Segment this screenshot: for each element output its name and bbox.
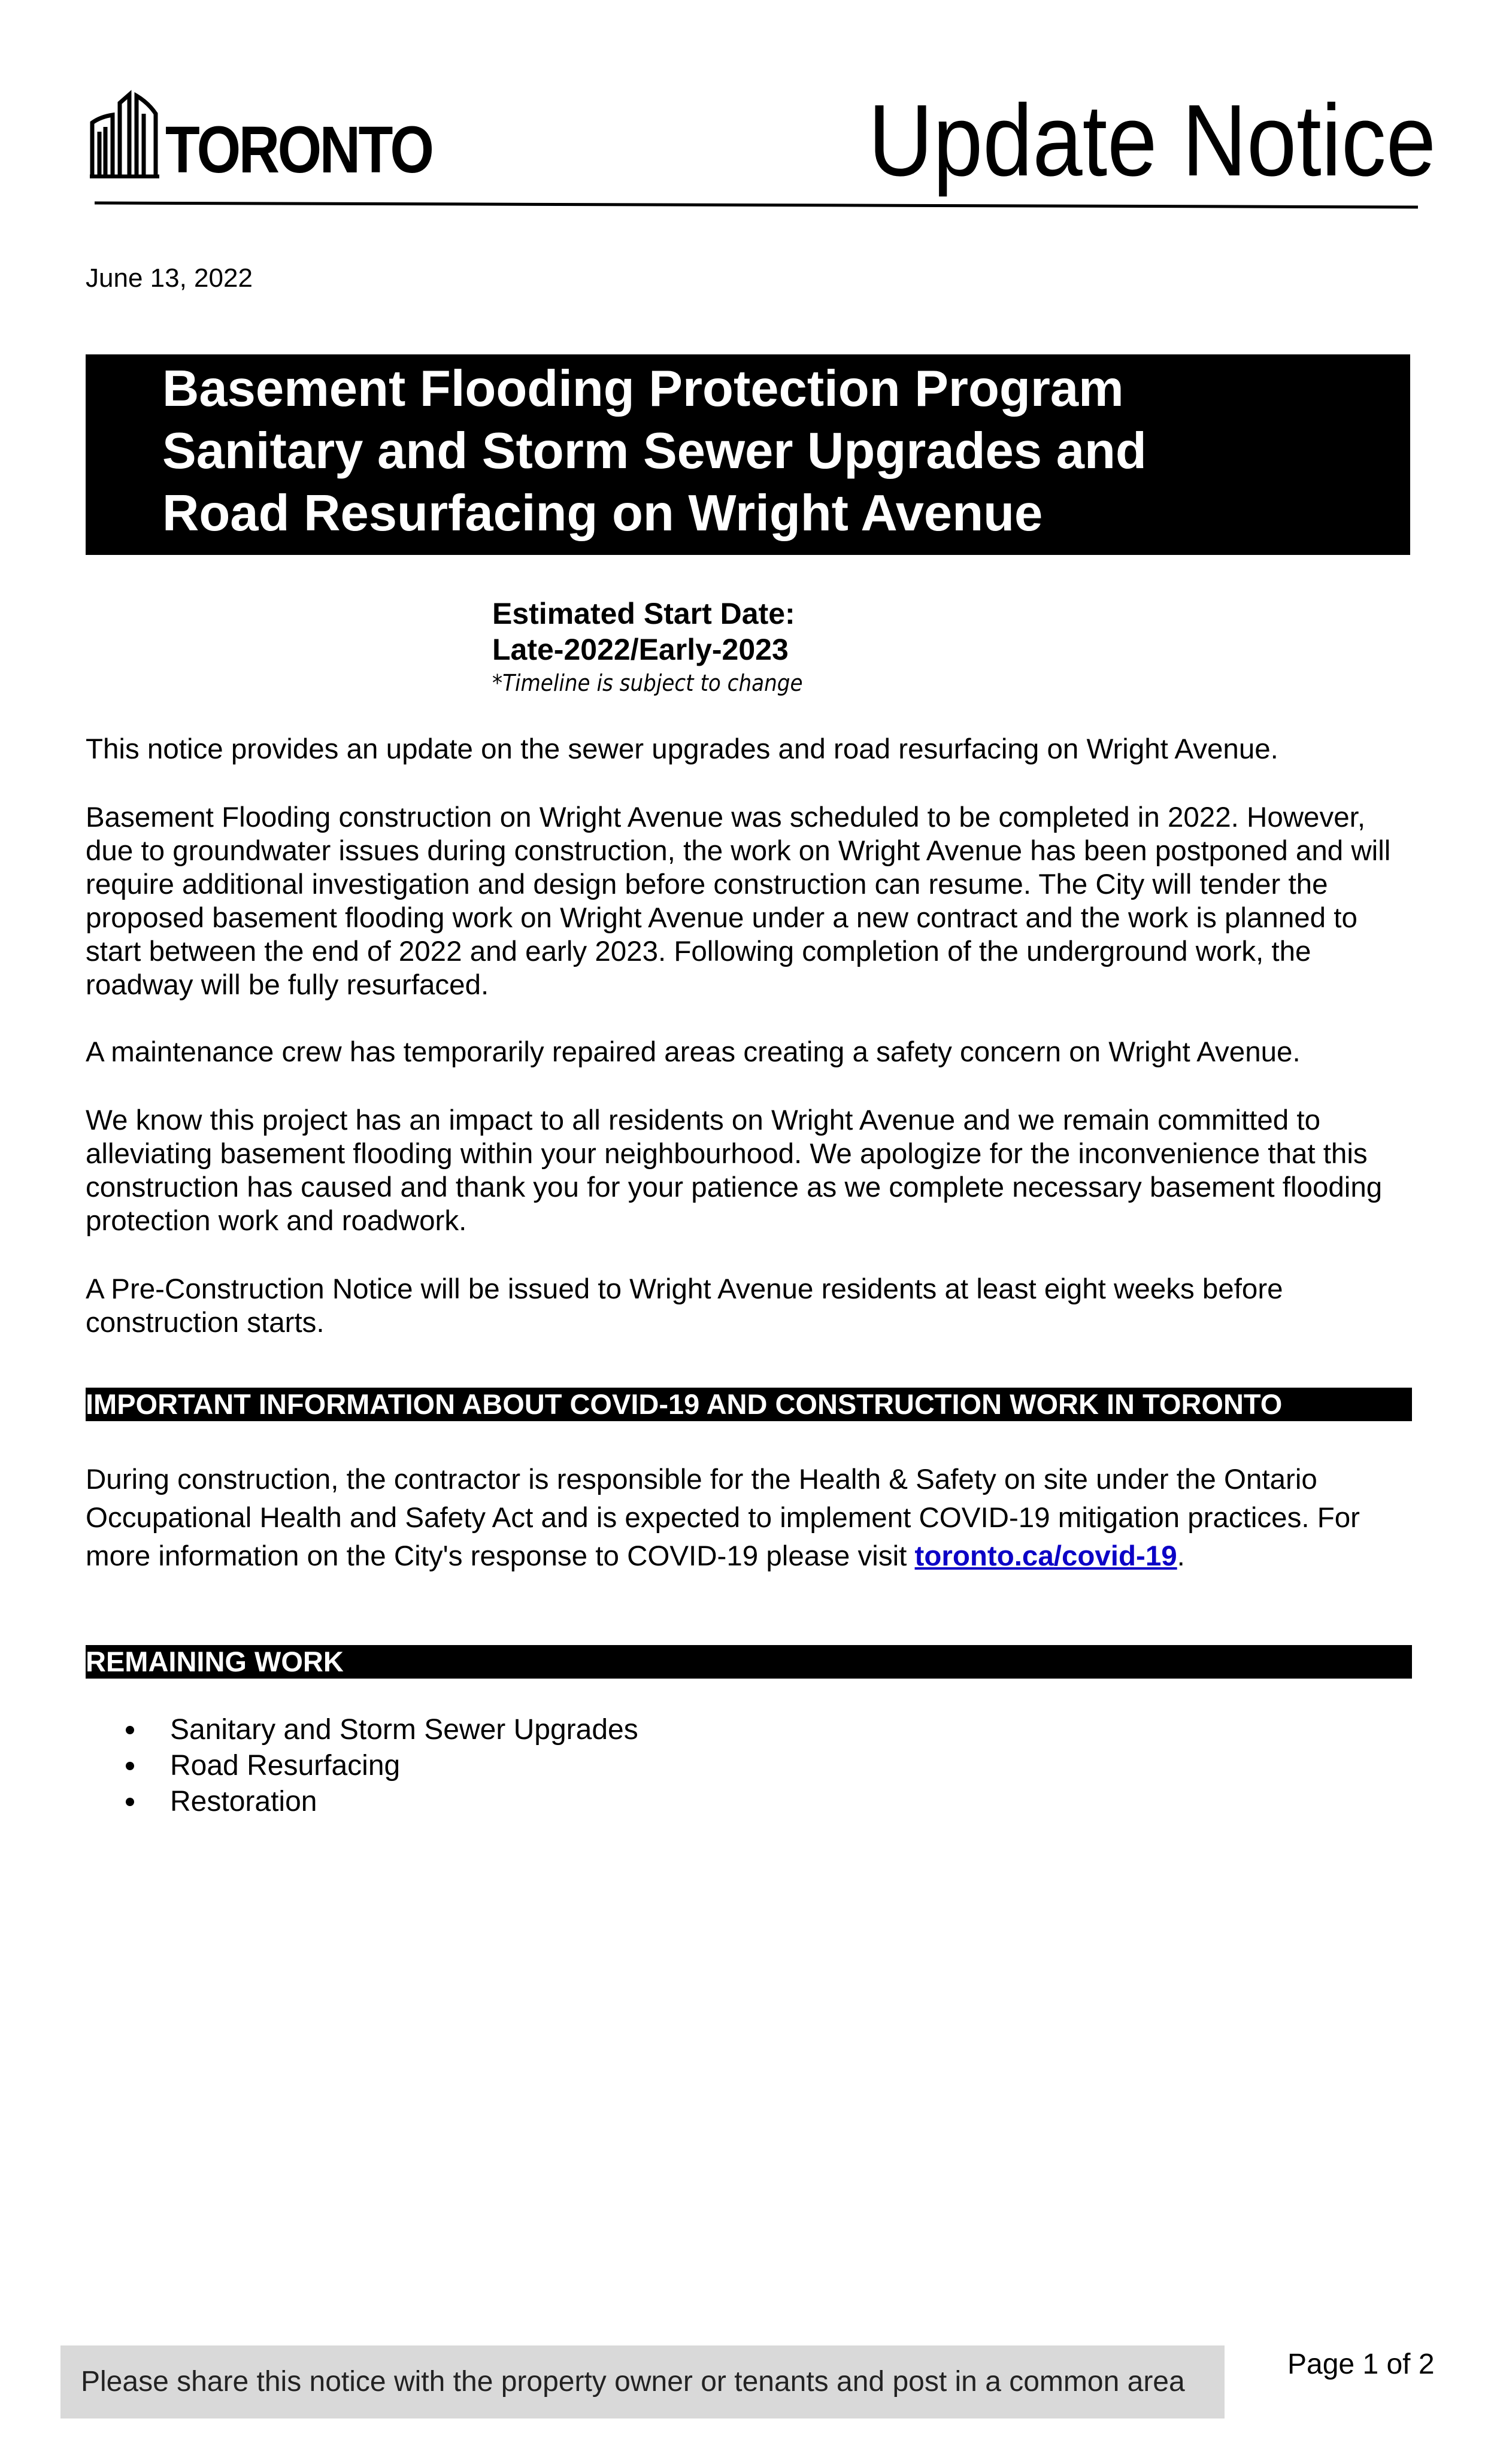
logo-wordmark: TORONTO: [165, 113, 432, 187]
paragraph-preconstruction: A Pre-Construction Notice will be issued to Wright Avenue residents at least eight weeks before construction starts.: [86, 1273, 1283, 1339]
notice-title: Update Notice: [868, 84, 1437, 198]
header-divider: [95, 202, 1418, 209]
list-item-text: Restoration: [170, 1786, 317, 1817]
list-item-text: Sanitary and Storm Sewer Upgrades: [170, 1714, 638, 1746]
bullet-icon: [126, 1726, 134, 1734]
covid-paragraph: [86, 1461, 1412, 1576]
remaining-work-list: [126, 1712, 638, 1820]
city-hall-icon: [89, 90, 160, 178]
start-date-label: Estimated Start Date:: [492, 597, 795, 630]
start-date-value: Late-2022/Early-2023: [492, 633, 789, 666]
paragraph-maintenance: A maintenance crew has temporarily repaired areas creating a safety concern on Wright Avenue.: [86, 1036, 1301, 1068]
remaining-work-heading: REMAINING WORK: [86, 1645, 1412, 1679]
paragraph-postponed: Basement Flooding construction on Wright Avenue was scheduled to be completed in 2022. However, due to groundwater issues during construction, the work on Wright Avenue has been postponed and will require additional investigation and design before construction can resume. The City will tender the proposed basement flooding work on Wright Avenue under a new contract and the work is planned to start between the end of 2022 and early 2023. Following completion of the underground work, the roadway will be fully resurfaced.: [86, 802, 1391, 1001]
bullet-icon: [126, 1798, 134, 1806]
covid-text: During construction, the contractor is responsible for the Health & Safety on site under the Ontario Occupational Health and Safety Act and is expected to implement COVID-19 mitigation practices. For more information on the City's response to COVID-19 please visit: [86, 1464, 1360, 1572]
title-line-3: Road Resurfacing on Wright Avenue: [162, 485, 1043, 542]
bullet-icon: [126, 1762, 134, 1770]
paragraph-apology: We know this project has an impact to all residents on Wright Avenue and we remain committed to alleviating basement flooding within your neighbourhood. We apologize for the inconvenience that this construction has caused and thank you for your patience as we complete necessary basement flooding protection work and roadwork.: [86, 1104, 1383, 1237]
list-item: [126, 1784, 638, 1820]
start-date-block: [492, 596, 837, 696]
list-item: [126, 1712, 638, 1748]
covid-period: .: [1177, 1540, 1185, 1572]
page-number: Page 1 of 2: [1287, 2348, 1435, 2380]
list-item: [126, 1748, 638, 1784]
covid-link[interactable]: toronto.ca/covid-19: [914, 1540, 1177, 1572]
timeline-note: *Timeline is subject to change: [492, 670, 803, 696]
toronto-logo: [89, 90, 475, 187]
share-notice-box: Please share this notice with the property owner or tenants and post in a common area: [60, 2345, 1225, 2419]
title-line-1: Basement Flooding Protection Program: [162, 360, 1124, 417]
notice-date: June 13, 2022: [86, 263, 253, 293]
covid-heading: IMPORTANT INFORMATION ABOUT COVID-19 AND CONSTRUCTION WORK IN TORONTO: [86, 1388, 1412, 1421]
title-banner: [86, 354, 1410, 555]
paragraph-intro: This notice provides an update on the sewer upgrades and road resurfacing on Wright Avenue.: [86, 733, 1278, 765]
title-line-2: Sanitary and Storm Sewer Upgrades and: [162, 423, 1147, 480]
list-item-text: Road Resurfacing: [170, 1750, 401, 1782]
